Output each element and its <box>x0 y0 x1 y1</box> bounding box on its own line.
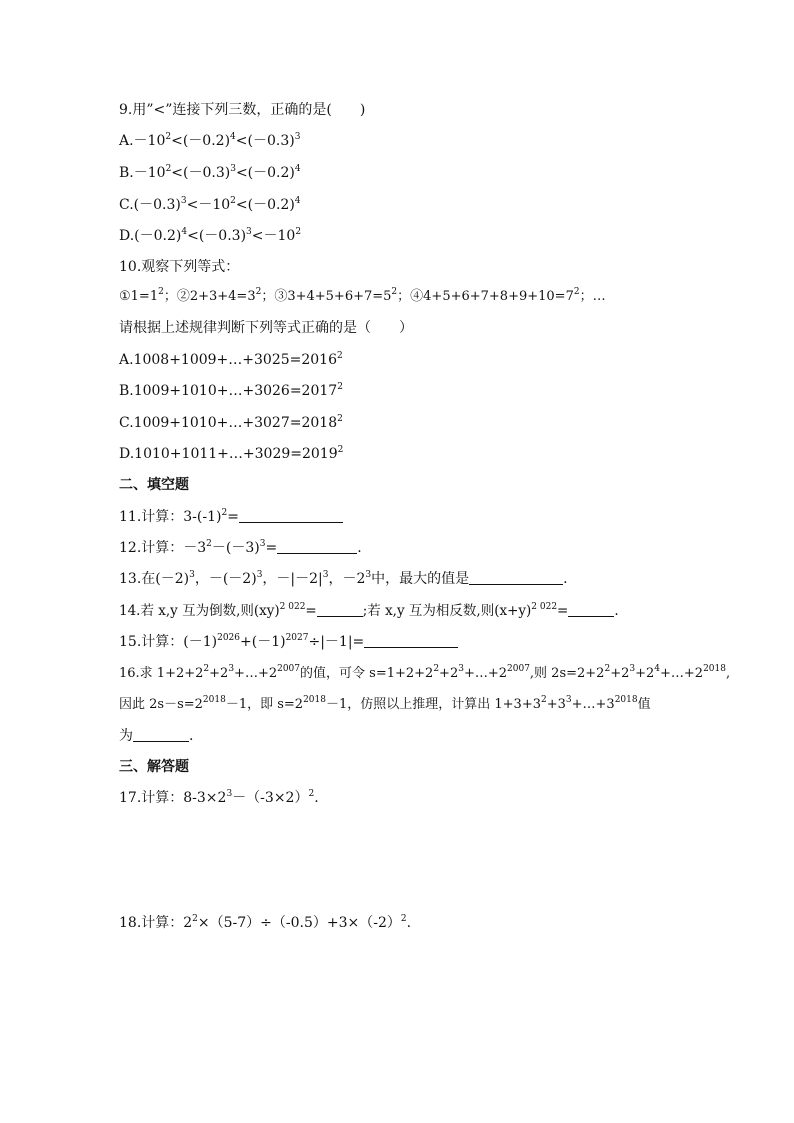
q13-answer-blank <box>469 570 563 585</box>
q9-option-c: $C.(-0.3)^3<-10^2<(-0.2)^4$ <box>119 196 301 213</box>
q16-line-1: 16.求 $1+2+2^2+2^3+\dots+2^{2007}$的值，可令 $s=1+2+2^2+2^3+\dots+2^{2007}$,则 $2s=2+2^2+2^3+2^4+\dots+2^{2018}$, <box>119 664 731 681</box>
q10-option-a: $A.1008+1009+\dots+3025=2016^2$ <box>119 351 343 368</box>
q9-option-b: $B.-10^2<(-0.3)^3<(-0.2)^4$ <box>119 164 301 181</box>
q10-examples: $①1=1^2$；$②2+3+4=3^2$；$③3+4+5+6+7=5^2$；$④4+5+6+7+8+9+10=7^2$；… <box>119 287 606 304</box>
section-answer-questions-heading: 三、解答题 <box>119 759 189 775</box>
q11-answer-blank <box>239 508 343 523</box>
q16-answer-blank <box>133 727 189 742</box>
q11: 11.计算：$3-(-1)^2=$ <box>119 507 343 527</box>
q12: 12.计算：$-3^2-(-3)^3=$ . <box>119 539 362 556</box>
q15-answer-blank <box>364 633 458 648</box>
q14-answer-blank-2 <box>568 602 614 617</box>
section-fill-in-blank-heading: 二、填空题 <box>119 477 189 493</box>
q17: 17.计算：$8-3\times 2^3-(-3\times 2)^2$. <box>119 789 319 806</box>
q14-answer-blank-1 <box>317 602 363 617</box>
q18: 18.计算：$2^2\times(5-7)\div(-0.5)+3\times(-2)^2$. <box>119 914 412 931</box>
q10-option-c: $C.1009+1010+\dots+3027=2018^2$ <box>119 414 343 431</box>
q9-stem: 9.用”<”连接下列三数，正确的是( ) <box>119 102 366 118</box>
q10-option-b: $B.1009+1010+\dots+3026=2017^2$ <box>119 382 343 399</box>
q15: 15.计算：$(-1)^{2026}+(-1)^{2027}\div|-1|=$ <box>119 632 458 652</box>
q9-option-d: $D.(-0.2)^4<(-0.3)^3<-10^2$ <box>119 227 302 244</box>
q10-ask: 请根据上述规律判断下列等式正确的是（ ） <box>119 320 413 336</box>
q14: 14.若 x,y 互为倒数,则(xy)$^{2 022}$= ;若 x,y 互为相反数,则$(x+y)^{2 022}=$ . <box>119 602 619 619</box>
q16-line-3: 为 . <box>119 728 194 744</box>
q10-option-d: $D.1010+1011+\dots+3029=2019^2$ <box>119 445 344 462</box>
q13: 13.在$(-2)^3$，$-(-2)^3$，$-|-2|^3$，$-2^3$中，最大的值是 . <box>119 570 568 587</box>
q16-line-2: 因此 $2s-s=2^{2018}-1$，即 $s=2^{2018}-1$，仿照以上推理，计算出 $1+3+3^2+3^3+\dots+3^{2018}$值 <box>119 695 651 712</box>
q9-option-a: $A.-10^2<(-0.2)^4<(-0.3)^3$ <box>119 132 301 149</box>
q10-stem: 10.观察下列等式： <box>119 259 240 275</box>
q12-answer-blank <box>277 539 357 554</box>
